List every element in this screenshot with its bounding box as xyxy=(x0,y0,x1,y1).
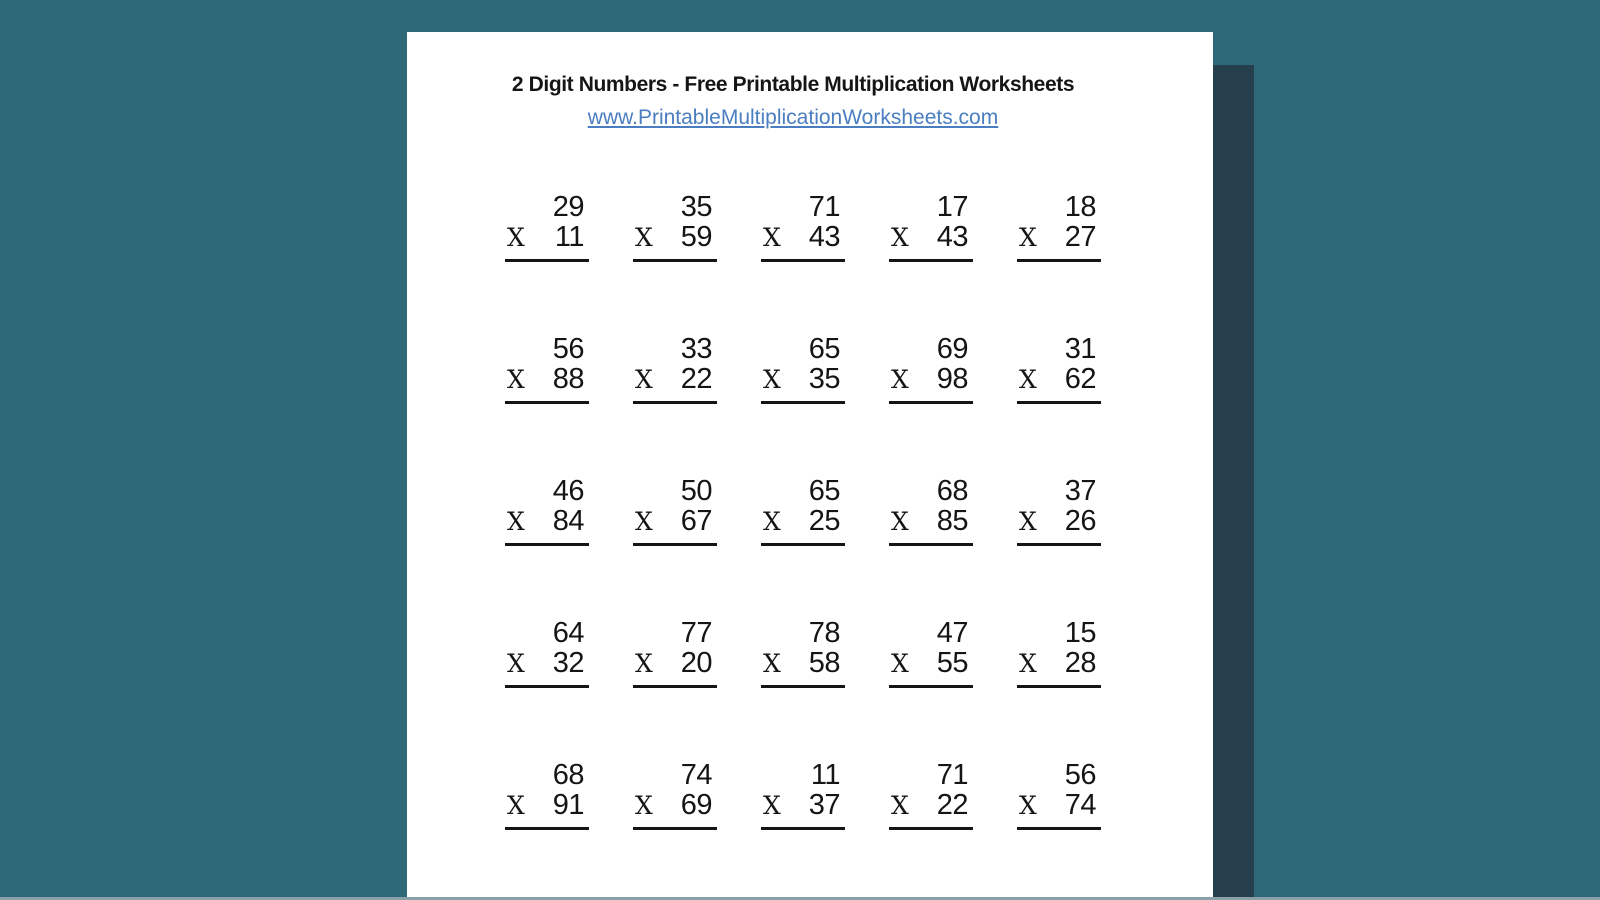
multiplier-row xyxy=(1017,364,1101,395)
multiplicand: 29 xyxy=(552,191,584,223)
answer-line xyxy=(633,685,717,688)
multiplicand: 68 xyxy=(552,759,584,791)
answer-line xyxy=(889,259,973,262)
multiplicand: 56 xyxy=(552,333,584,365)
multiplier: 74 xyxy=(1064,789,1096,821)
multiplier-row xyxy=(889,790,973,821)
worksheet-page xyxy=(407,32,1213,897)
answer-line xyxy=(633,543,717,546)
answer-line xyxy=(889,401,973,404)
answer-line xyxy=(761,543,845,546)
multiplier: 35 xyxy=(808,363,840,395)
multiplication-problem xyxy=(633,760,717,900)
multiplication-sign: X xyxy=(891,365,909,394)
multiplier: 25 xyxy=(808,505,840,537)
multiplier-row xyxy=(761,648,845,679)
multiplication-sign: X xyxy=(763,223,781,252)
multiplication-sign: X xyxy=(763,507,781,536)
multiplier-row xyxy=(889,364,973,395)
worksheet-title: 2 Digit Numbers - Free Printable Multiplication Worksheets xyxy=(511,73,1075,96)
multiplicand: 65 xyxy=(808,333,840,365)
multiplicand: 78 xyxy=(808,617,840,649)
answer-line xyxy=(761,259,845,262)
multiplication-sign: X xyxy=(763,365,781,394)
multiplication-problem xyxy=(889,618,973,760)
multiplier: 22 xyxy=(680,363,712,395)
answer-line xyxy=(889,685,973,688)
multiplier: 91 xyxy=(552,789,584,821)
answer-line xyxy=(505,827,589,830)
multiplicand: 35 xyxy=(680,191,712,223)
multiplication-sign: X xyxy=(891,223,909,252)
multiplication-problem xyxy=(505,618,589,760)
multiplier-row xyxy=(505,648,589,679)
multiplication-problem xyxy=(889,334,973,476)
multiplicand: 46 xyxy=(552,475,584,507)
multiplier: 32 xyxy=(552,647,584,679)
multiplication-sign: X xyxy=(891,791,909,820)
multiplier-row xyxy=(761,222,845,253)
multiplier: 27 xyxy=(1064,221,1096,253)
multiplication-problem xyxy=(761,192,845,334)
multiplication-sign: X xyxy=(1019,649,1037,678)
multiplicand: 74 xyxy=(680,759,712,791)
answer-line xyxy=(761,401,845,404)
multiplication-sign: X xyxy=(635,223,653,252)
multiplication-problem xyxy=(1017,192,1101,334)
multiplication-sign: X xyxy=(507,223,525,252)
multiplication-problem xyxy=(633,334,717,476)
multiplier-row xyxy=(505,506,589,537)
answer-line xyxy=(633,401,717,404)
multiplier: 26 xyxy=(1064,505,1096,537)
multiplication-sign: X xyxy=(507,649,525,678)
multiplicand: 64 xyxy=(552,617,584,649)
answer-line xyxy=(633,259,717,262)
website-link[interactable]: www.PrintableMultiplicationWorksheets.com xyxy=(587,106,999,129)
multiplier-row xyxy=(633,506,717,537)
multiplier: 85 xyxy=(936,505,968,537)
multiplier: 37 xyxy=(808,789,840,821)
multiplication-problem xyxy=(505,334,589,476)
multiplier: 88 xyxy=(552,363,584,395)
multiplier-row xyxy=(1017,222,1101,253)
multiplier-row xyxy=(633,222,717,253)
multiplication-problem xyxy=(761,476,845,618)
multiplier-row xyxy=(505,222,589,253)
multiplicand: 11 xyxy=(810,759,840,791)
answer-line xyxy=(1017,259,1101,262)
multiplication-problem xyxy=(1017,334,1101,476)
multiplicand: 50 xyxy=(680,475,712,507)
multiplication-sign: X xyxy=(635,791,653,820)
multiplication-sign: X xyxy=(507,507,525,536)
answer-line xyxy=(761,827,845,830)
multiplicand: 69 xyxy=(936,333,968,365)
multiplier: 98 xyxy=(936,363,968,395)
multiplier: 62 xyxy=(1064,363,1096,395)
multiplicand: 33 xyxy=(680,333,712,365)
multiplier: 55 xyxy=(936,647,968,679)
multiplicand: 47 xyxy=(936,617,968,649)
multiplier-row xyxy=(633,790,717,821)
answer-line xyxy=(889,827,973,830)
multiplication-problem xyxy=(1017,618,1101,760)
multiplication-sign: X xyxy=(763,649,781,678)
multiplier-row xyxy=(761,364,845,395)
multiplier-row xyxy=(1017,506,1101,537)
multiplier: 43 xyxy=(936,221,968,253)
multiplier: 43 xyxy=(808,221,840,253)
multiplication-problem xyxy=(505,192,589,334)
answer-line xyxy=(633,827,717,830)
multiplier: 20 xyxy=(680,647,712,679)
answer-line xyxy=(1017,827,1101,830)
multiplicand: 65 xyxy=(808,475,840,507)
multiplier: 58 xyxy=(808,647,840,679)
multiplier: 59 xyxy=(680,221,712,253)
multiplication-problem xyxy=(889,476,973,618)
multiplication-problem xyxy=(761,618,845,760)
website-link-row xyxy=(407,106,1179,130)
multiplication-sign: X xyxy=(1019,365,1037,394)
multiplicand: 18 xyxy=(1064,191,1096,223)
multiplier-row xyxy=(889,648,973,679)
multiplier-row xyxy=(1017,790,1101,821)
multiplication-sign: X xyxy=(891,649,909,678)
multiplier: 69 xyxy=(680,789,712,821)
multiplicand: 56 xyxy=(1064,759,1096,791)
multiplier-row xyxy=(889,222,973,253)
multiplication-problem xyxy=(633,476,717,618)
problems-grid xyxy=(505,192,1101,900)
multiplicand: 15 xyxy=(1064,617,1096,649)
multiplication-problem xyxy=(761,334,845,476)
multiplication-sign: X xyxy=(891,507,909,536)
multiplication-sign: X xyxy=(1019,791,1037,820)
multiplicand: 37 xyxy=(1064,475,1096,507)
multiplier-row xyxy=(889,506,973,537)
multiplier-row xyxy=(505,790,589,821)
answer-line xyxy=(505,259,589,262)
multiplication-sign: X xyxy=(1019,223,1037,252)
multiplier-row xyxy=(633,364,717,395)
multiplication-sign: X xyxy=(763,791,781,820)
multiplication-sign: X xyxy=(635,365,653,394)
multiplication-problem xyxy=(889,192,973,334)
multiplication-problem xyxy=(1017,476,1101,618)
multiplication-problem xyxy=(761,760,845,900)
multiplier: 84 xyxy=(552,505,584,537)
multiplicand: 68 xyxy=(936,475,968,507)
multiplier-row xyxy=(505,364,589,395)
multiplication-problem xyxy=(505,476,589,618)
multiplication-sign: X xyxy=(635,649,653,678)
answer-line xyxy=(889,543,973,546)
multiplication-problem xyxy=(889,760,973,900)
multiplication-problem xyxy=(505,760,589,900)
multiplicand: 31 xyxy=(1064,333,1096,365)
multiplier-row xyxy=(761,790,845,821)
answer-line xyxy=(505,401,589,404)
multiplication-problem xyxy=(633,618,717,760)
multiplication-problem xyxy=(633,192,717,334)
multiplication-sign: X xyxy=(1019,507,1037,536)
multiplier-row xyxy=(1017,648,1101,679)
multiplicand: 77 xyxy=(680,617,712,649)
answer-line xyxy=(761,685,845,688)
multiplication-problem xyxy=(1017,760,1101,900)
multiplicand: 71 xyxy=(808,191,840,223)
multiplier: 11 xyxy=(554,221,584,253)
multiplication-sign: X xyxy=(635,507,653,536)
answer-line xyxy=(1017,685,1101,688)
answer-line xyxy=(505,685,589,688)
multiplier: 28 xyxy=(1064,647,1096,679)
multiplier-row xyxy=(633,648,717,679)
multiplier: 22 xyxy=(936,789,968,821)
answer-line xyxy=(1017,543,1101,546)
multiplier: 67 xyxy=(680,505,712,537)
multiplicand: 17 xyxy=(936,191,968,223)
answer-line xyxy=(1017,401,1101,404)
answer-line xyxy=(505,543,589,546)
multiplication-sign: X xyxy=(507,365,525,394)
multiplier-row xyxy=(761,506,845,537)
multiplicand: 71 xyxy=(936,759,968,791)
multiplication-sign: X xyxy=(507,791,525,820)
